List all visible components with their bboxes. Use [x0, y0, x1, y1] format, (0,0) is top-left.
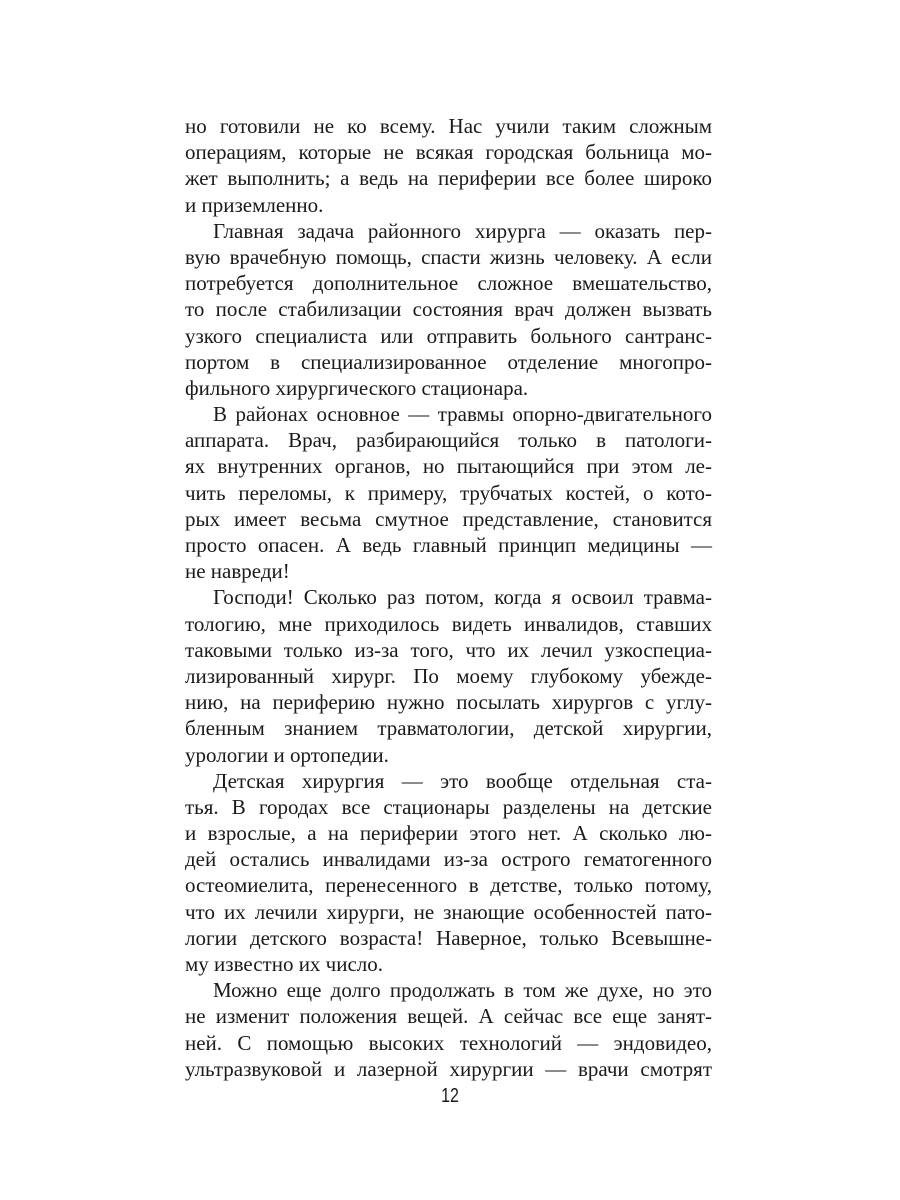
text-line: жет выполнить; а ведь на периферии все более широко: [185, 166, 712, 191]
text-line: ультразвуковой и лазерной хирургии — врачи смотрят: [185, 1056, 712, 1081]
text-line: чить переломы, к примеру, трубчатых костей, о кото-: [185, 480, 712, 505]
page-number: 12: [441, 1085, 459, 1107]
paragraph: [185, 113, 712, 218]
paragraph: [185, 584, 712, 767]
text-line: не изменит положения вещей. А сейчас все еще занят-: [185, 1004, 712, 1029]
paragraph: [185, 218, 712, 401]
text-line: бленным знанием травматологии, детской хирургии,: [185, 716, 712, 741]
text-line: потребуется дополнительное сложное вмешательство,: [185, 271, 712, 296]
text-line: что их лечили хирурги, не знающие особенностей пато-: [185, 899, 712, 924]
text-line: не навреди!: [185, 559, 290, 584]
text-line: просто опасен. А ведь главный принцип медицины —: [185, 533, 712, 557]
text-line: операциям, которые не всякая городская больница мо-: [185, 140, 712, 165]
text-line: Главная задача районного хирурга — оказать пер-: [213, 218, 712, 243]
text-line: но готовили не ко всему. Нас учили таким сложным: [185, 114, 712, 138]
text-line: и приземленно.: [185, 192, 324, 217]
text-line: Господи! Сколько раз потом, когда я освоил травма-: [213, 585, 712, 610]
text-line: аппарата. Врач, разбирающийся только в патологи-: [185, 428, 712, 453]
paragraph: [185, 401, 712, 584]
text-line: дей остались инвалидами из-за острого гематогенного: [185, 847, 712, 872]
text-line: таковыми только из-за того, что их лечил узкоспециа-: [185, 637, 712, 662]
text-line: нию, на периферию нужно посылать хирургов с углу-: [185, 690, 712, 715]
text-line: портом в специализированное отделение многопро-: [185, 349, 712, 374]
paragraph: [185, 768, 712, 978]
text-line: тья. В городах все стационары разделены на детские: [185, 794, 712, 819]
text-line: вую врачебную помощь, спасти жизнь человеку. А если: [185, 244, 712, 269]
text-line: рых имеет весьма смутное представление, становится: [185, 506, 712, 531]
text-line: фильного хирургического стационара.: [185, 375, 529, 400]
text-line: остеомиелита, перенесенного в детстве, только потому,: [185, 873, 712, 898]
text-line: ней. С помощью высоких технологий — эндовидео,: [185, 1030, 712, 1055]
body-text: [185, 113, 712, 1082]
text-line: и взрослые, а на периферии этого нет. А сколько лю-: [185, 821, 712, 846]
text-line: му известно их число.: [185, 952, 384, 976]
text-line: ях внутренних органов, но пытающийся при этом ле-: [185, 454, 712, 479]
text-line: тологию, мне приходилось видеть инвалидов, ставших: [185, 611, 712, 636]
text-line: В районах основное — травмы опорно-двигательного: [213, 402, 712, 427]
text-line: урологии и ортопедии.: [185, 742, 389, 767]
text-line: Детская хирургия — это вообще отдельная ста-: [213, 768, 712, 793]
paragraph: [185, 977, 712, 1082]
text-line: Можно еще долго продолжать в том же духе, но это: [213, 978, 712, 1003]
text-line: узкого специалиста или отправить больного сантранс-: [185, 323, 712, 348]
text-line: то после стабилизации состояния врач должен вызвать: [185, 297, 712, 322]
text-line: логии детского возраста! Наверное, только Всевышне-: [185, 925, 712, 950]
text-line: лизированный хирург. По моему глубокому убежде-: [185, 663, 712, 688]
